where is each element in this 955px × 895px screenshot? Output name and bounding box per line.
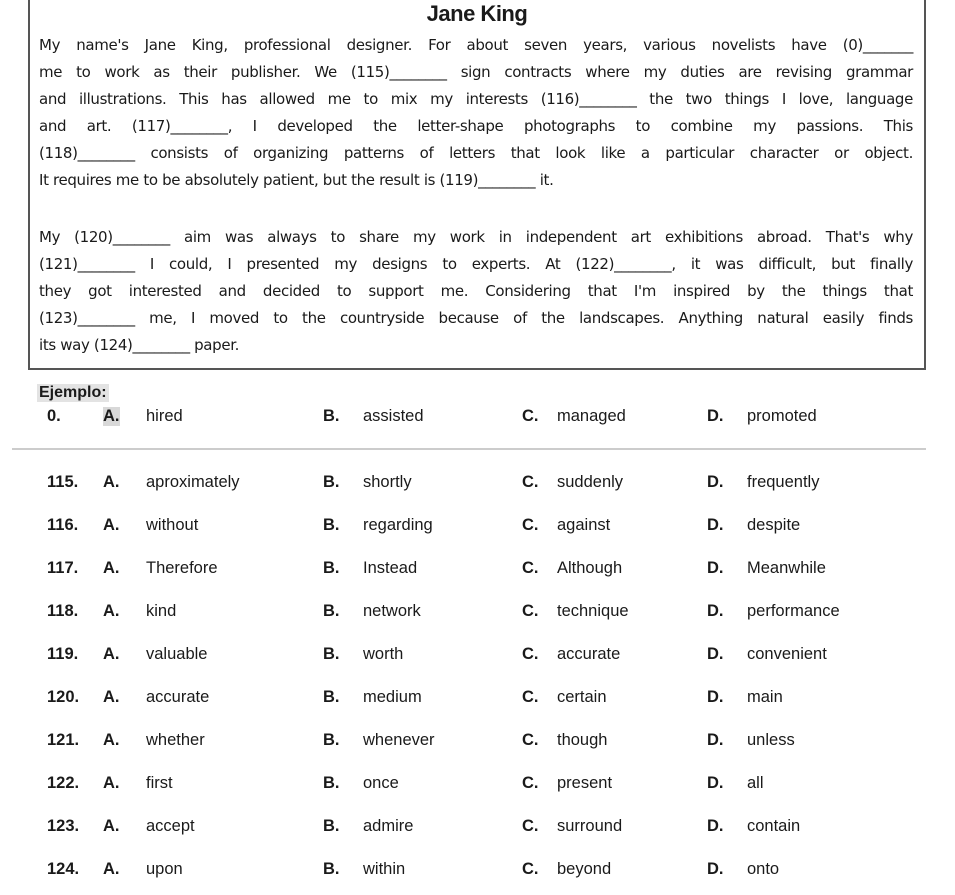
option-letter-c: C. xyxy=(522,407,539,425)
option-b[interactable]: within xyxy=(363,860,406,878)
divider xyxy=(12,448,926,450)
option-d[interactable]: contain xyxy=(747,817,801,835)
option-c[interactable]: surround xyxy=(557,817,623,835)
option-letter-b: B. xyxy=(323,645,340,663)
option-b[interactable]: Instead xyxy=(363,559,418,577)
option-letter-a: A. xyxy=(103,407,120,425)
question-row xyxy=(0,860,955,882)
option-letter-b: B. xyxy=(323,774,340,792)
option-a[interactable]: whether xyxy=(146,731,205,749)
option-c[interactable]: against xyxy=(557,516,611,534)
option-b[interactable]: whenever xyxy=(363,731,435,749)
question-row xyxy=(0,559,955,581)
option-letter-d: D. xyxy=(707,688,724,706)
question-number: 121. xyxy=(47,731,80,749)
option-letter-c: C. xyxy=(522,645,539,663)
question-number: 119. xyxy=(47,645,79,663)
option-letter-d: D. xyxy=(707,774,724,792)
example-question xyxy=(0,407,955,429)
passage-line: and illustrations. This has allowed me to mix my interests (116)________ the two things I love, language xyxy=(39,90,913,108)
option-letter-c: C. xyxy=(522,731,539,749)
option-letter-d: D. xyxy=(707,516,724,534)
passage-line: My (120)________ aim was always to share my work in independent art exhibitions abroad. That's why xyxy=(39,228,913,246)
option-letter-b: B. xyxy=(323,407,340,425)
option-letter-a: A. xyxy=(103,731,120,749)
option-c[interactable]: though xyxy=(557,731,608,749)
option-a[interactable]: without xyxy=(146,516,199,534)
option-d[interactable]: onto xyxy=(747,860,780,878)
option-letter-a: A. xyxy=(103,473,120,491)
option-d[interactable]: main xyxy=(747,688,783,706)
option-letter-d: D. xyxy=(707,731,724,749)
option-d[interactable]: performance xyxy=(747,602,840,620)
question-row xyxy=(0,688,955,710)
option-b[interactable]: assisted xyxy=(363,407,424,425)
option-c[interactable]: present xyxy=(557,774,613,792)
option-a[interactable]: accept xyxy=(146,817,195,835)
question-row xyxy=(0,516,955,538)
option-b[interactable]: medium xyxy=(363,688,422,706)
question-number: 124. xyxy=(47,860,80,878)
option-letter-a: A. xyxy=(103,602,120,620)
option-c[interactable]: managed xyxy=(557,407,626,425)
option-letter-a: A. xyxy=(103,559,120,577)
option-c[interactable]: suddenly xyxy=(557,473,624,491)
option-d[interactable]: unless xyxy=(747,731,795,749)
question-number: 0. xyxy=(47,407,61,425)
passage-line: and art. (117)________, I developed the letter-shape photographs to combine my passions. This xyxy=(39,117,913,135)
option-c[interactable]: beyond xyxy=(557,860,612,878)
passage-title: Jane King xyxy=(426,1,528,26)
option-letter-b: B. xyxy=(323,860,340,878)
option-a[interactable]: Therefore xyxy=(146,559,218,577)
option-a[interactable]: aproximately xyxy=(146,473,240,491)
option-letter-d: D. xyxy=(707,407,724,425)
option-b[interactable]: regarding xyxy=(363,516,433,534)
option-letter-c: C. xyxy=(522,473,539,491)
option-letter-c: C. xyxy=(522,516,539,534)
passage-box xyxy=(28,0,926,370)
option-a[interactable]: kind xyxy=(146,602,177,620)
passage-line: me to work as their publisher. We (115)________ sign contracts where my duties are revising grammar xyxy=(39,63,913,81)
option-d[interactable]: despite xyxy=(747,516,801,534)
question-number: 122. xyxy=(47,774,80,792)
passage-line: (123)________ me, I moved to the countryside because of the landscapes. Anything natural easily finds xyxy=(39,309,913,327)
option-a[interactable]: upon xyxy=(146,860,183,878)
option-b[interactable]: worth xyxy=(363,645,404,663)
passage-line: It requires me to be absolutely patient, but the result is (119)________ it. xyxy=(39,171,554,189)
option-d[interactable]: promoted xyxy=(747,407,817,425)
option-letter-a: A. xyxy=(103,516,120,534)
option-letter-a: A. xyxy=(103,860,120,878)
question-row xyxy=(0,774,955,796)
option-letter-d: D. xyxy=(707,860,724,878)
option-letter-b: B. xyxy=(323,559,340,577)
option-b[interactable]: once xyxy=(363,774,399,792)
option-letter-d: D. xyxy=(707,473,724,491)
question-number: 115. xyxy=(47,473,79,491)
option-letter-b: B. xyxy=(323,602,340,620)
option-letter-d: D. xyxy=(707,645,724,663)
option-letter-d: D. xyxy=(707,602,724,620)
question-number: 120. xyxy=(47,688,80,706)
option-letter-b: B. xyxy=(323,516,340,534)
option-a[interactable]: accurate xyxy=(146,688,210,706)
question-row xyxy=(0,731,955,753)
question-row xyxy=(0,473,955,495)
option-letter-a: A. xyxy=(103,688,120,706)
passage-line: (121)________ I could, I presented my designs to experts. At (122)________, it was difficult, but finally xyxy=(39,255,913,273)
option-c[interactable]: technique xyxy=(557,602,629,620)
option-letter-c: C. xyxy=(522,602,539,620)
option-a[interactable]: valuable xyxy=(146,645,208,663)
option-letter-b: B. xyxy=(323,688,340,706)
option-letter-b: B. xyxy=(323,817,340,835)
option-d[interactable]: all xyxy=(747,774,764,792)
option-c[interactable]: certain xyxy=(557,688,607,706)
question-row xyxy=(0,817,955,839)
question-row xyxy=(0,645,955,667)
option-letter-a: A. xyxy=(103,774,120,792)
option-letter-d: D. xyxy=(707,559,724,577)
question-row xyxy=(0,602,955,624)
option-letter-b: B. xyxy=(323,731,340,749)
option-b[interactable]: admire xyxy=(363,817,414,835)
option-letter-d: D. xyxy=(707,817,724,835)
option-letter-c: C. xyxy=(522,688,539,706)
passage-line: (118)________ consists of organizing patterns of letters that look like a particular character or object. xyxy=(39,144,913,162)
option-d[interactable]: convenient xyxy=(747,645,827,663)
option-a[interactable]: hired xyxy=(146,407,183,425)
question-number: 117. xyxy=(47,559,79,577)
option-letter-c: C. xyxy=(522,860,539,878)
passage-line: My name's Jane King, professional designer. For about seven years, various novelists have (0)_______ xyxy=(39,36,913,54)
option-c[interactable]: accurate xyxy=(557,645,621,663)
option-b[interactable]: shortly xyxy=(363,473,412,491)
question-number: 118. xyxy=(47,602,79,620)
passage-line: its way (124)________ paper. xyxy=(39,336,240,354)
option-letter-c: C. xyxy=(522,559,539,577)
option-d[interactable]: Meanwhile xyxy=(747,559,826,577)
question-number: 116. xyxy=(47,516,79,534)
passage-line: they got interested and decided to support me. Considering that I'm inspired by the things that xyxy=(39,282,913,300)
question-number: 123. xyxy=(47,817,80,835)
option-letter-b: B. xyxy=(323,473,340,491)
option-letter-a: A. xyxy=(103,817,120,835)
option-a[interactable]: first xyxy=(146,774,173,792)
option-c[interactable]: Although xyxy=(557,559,623,577)
option-letter-c: C. xyxy=(522,774,539,792)
option-d[interactable]: frequently xyxy=(747,473,820,491)
example-label: Ejemplo: xyxy=(39,384,107,401)
option-b[interactable]: network xyxy=(363,602,421,620)
option-letter-a: A. xyxy=(103,645,120,663)
option-letter-c: C. xyxy=(522,817,539,835)
